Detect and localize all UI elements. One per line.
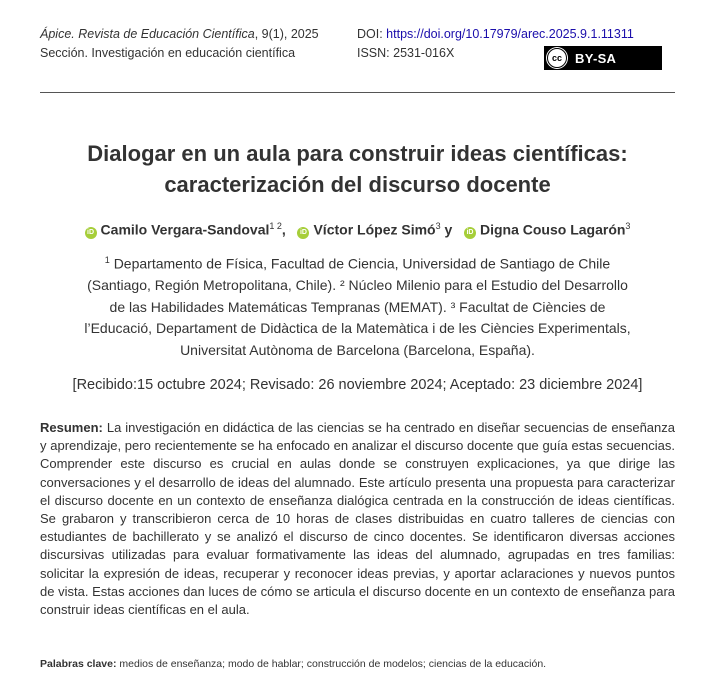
- abstract-text: La investigación en didáctica de las ciencias se ha centrado en diseñar secuencias de enseñanza y aprendizaje, pero recientemente se ha enfocado en analizar el discurso docente que guía estas secuencias. Comprender este discurso es crucial en aulas donde se construyen explicaciones, ya que dirige las conversaciones y el desarrollo de ideas del alumnado. Este artículo presenta una propuesta para caracterizar el discurso docente en un contexto de enseñanza dialógica centrada en la construcción de ideas científicas. Se grabaron y transcribieron cerca de 10 horas de clases distribuidas en cuatro talleres de ciencias con estudiantes de bachillerato y se analizó el discurso de cinco docentes. Se identificaron diversas acciones discursivas utilizadas para evaluar formativamente las ideas del alumnado, agrupadas en tres familias: solicitar la expresión de ideas, recuperar y reconocer ideas previas, y aportar aclaraciones y nuevos puntos de vista. Estas acciones dan luces de cómo se articula el discurso docente en un contexto de enseñanza para construir ideas científicas en el aula.: [40, 420, 675, 618]
- orcid-icon[interactable]: iD: [85, 227, 97, 239]
- license-label: BY-SA: [575, 50, 617, 66]
- journal-header: [40, 25, 319, 63]
- author-list: [40, 221, 675, 239]
- article-title: [40, 138, 675, 200]
- affiliation-line: (Santiago, Región Metropolitana, Chile). ² Núcleo Milenio para el Estudio del Desarrollo: [87, 277, 628, 294]
- author-name: Camilo Vergara-Sandoval: [100, 221, 270, 238]
- title-line-2: caracterización del discurso docente: [164, 172, 551, 197]
- header-divider: [40, 92, 675, 93]
- journal-section: Sección. Investigación en educación científica: [40, 46, 296, 60]
- author-separator: ,: [281, 221, 294, 238]
- journal-name: Ápice. Revista de Educación Científica: [40, 27, 255, 41]
- abstract-label: Resumen:: [40, 420, 103, 435]
- abstract: [40, 419, 675, 619]
- affiliation-line: Departamento de Física, Facultad de Ciencia, Universidad de Santiago de Chile: [113, 255, 611, 272]
- orcid-icon[interactable]: iD: [297, 227, 309, 239]
- affiliation-line: Universitat Autònoma de Barcelona (Barcelona, España).: [180, 341, 535, 358]
- journal-citation: [40, 25, 319, 44]
- journal-issue: , 9(1), 2025: [254, 27, 319, 41]
- affiliation-line: l’Educació, Departament de Didàctica de la Matemàtica i de les Ciències Experimentals,: [84, 320, 631, 337]
- affiliations: [40, 250, 675, 361]
- issn: ISSN: 2531-016X: [357, 46, 455, 60]
- submission-dates: [Recibido:15 octubre 2024; Revisado: 26 noviembre 2024; Aceptado: 23 diciembre 2024]: [72, 377, 643, 393]
- keywords: [40, 658, 675, 670]
- author-name: Digna Couso Lagarón: [479, 221, 626, 238]
- author-affiliation-mark: 3: [435, 221, 441, 231]
- author-affiliation-mark: 3: [625, 221, 631, 231]
- license-badge[interactable]: [544, 46, 662, 70]
- author-separator: y: [440, 221, 461, 238]
- doi-link[interactable]: https://doi.org/10.17979/arec.2025.9.1.11311: [386, 27, 634, 41]
- author-name: Víctor López Simó: [313, 221, 436, 238]
- cc-icon: cc: [547, 48, 567, 68]
- keywords-text: medios de enseñanza; modo de hablar; construcción de modelos; ciencias de la educación.: [119, 658, 547, 670]
- keywords-label: Palabras clave:: [40, 658, 117, 670]
- affiliation-mark: 1: [104, 255, 110, 265]
- doi-label: DOI:: [357, 27, 387, 41]
- title-line-1: Dialogar en un aula para construir ideas científicas:: [87, 141, 628, 166]
- author-affiliation-mark: 1 2: [269, 221, 282, 231]
- orcid-icon[interactable]: iD: [464, 227, 476, 239]
- affiliation-line: de las Habilidades Matemáticas Tempranas (MEMAT). ³ Facultat de Ciències de: [109, 298, 606, 315]
